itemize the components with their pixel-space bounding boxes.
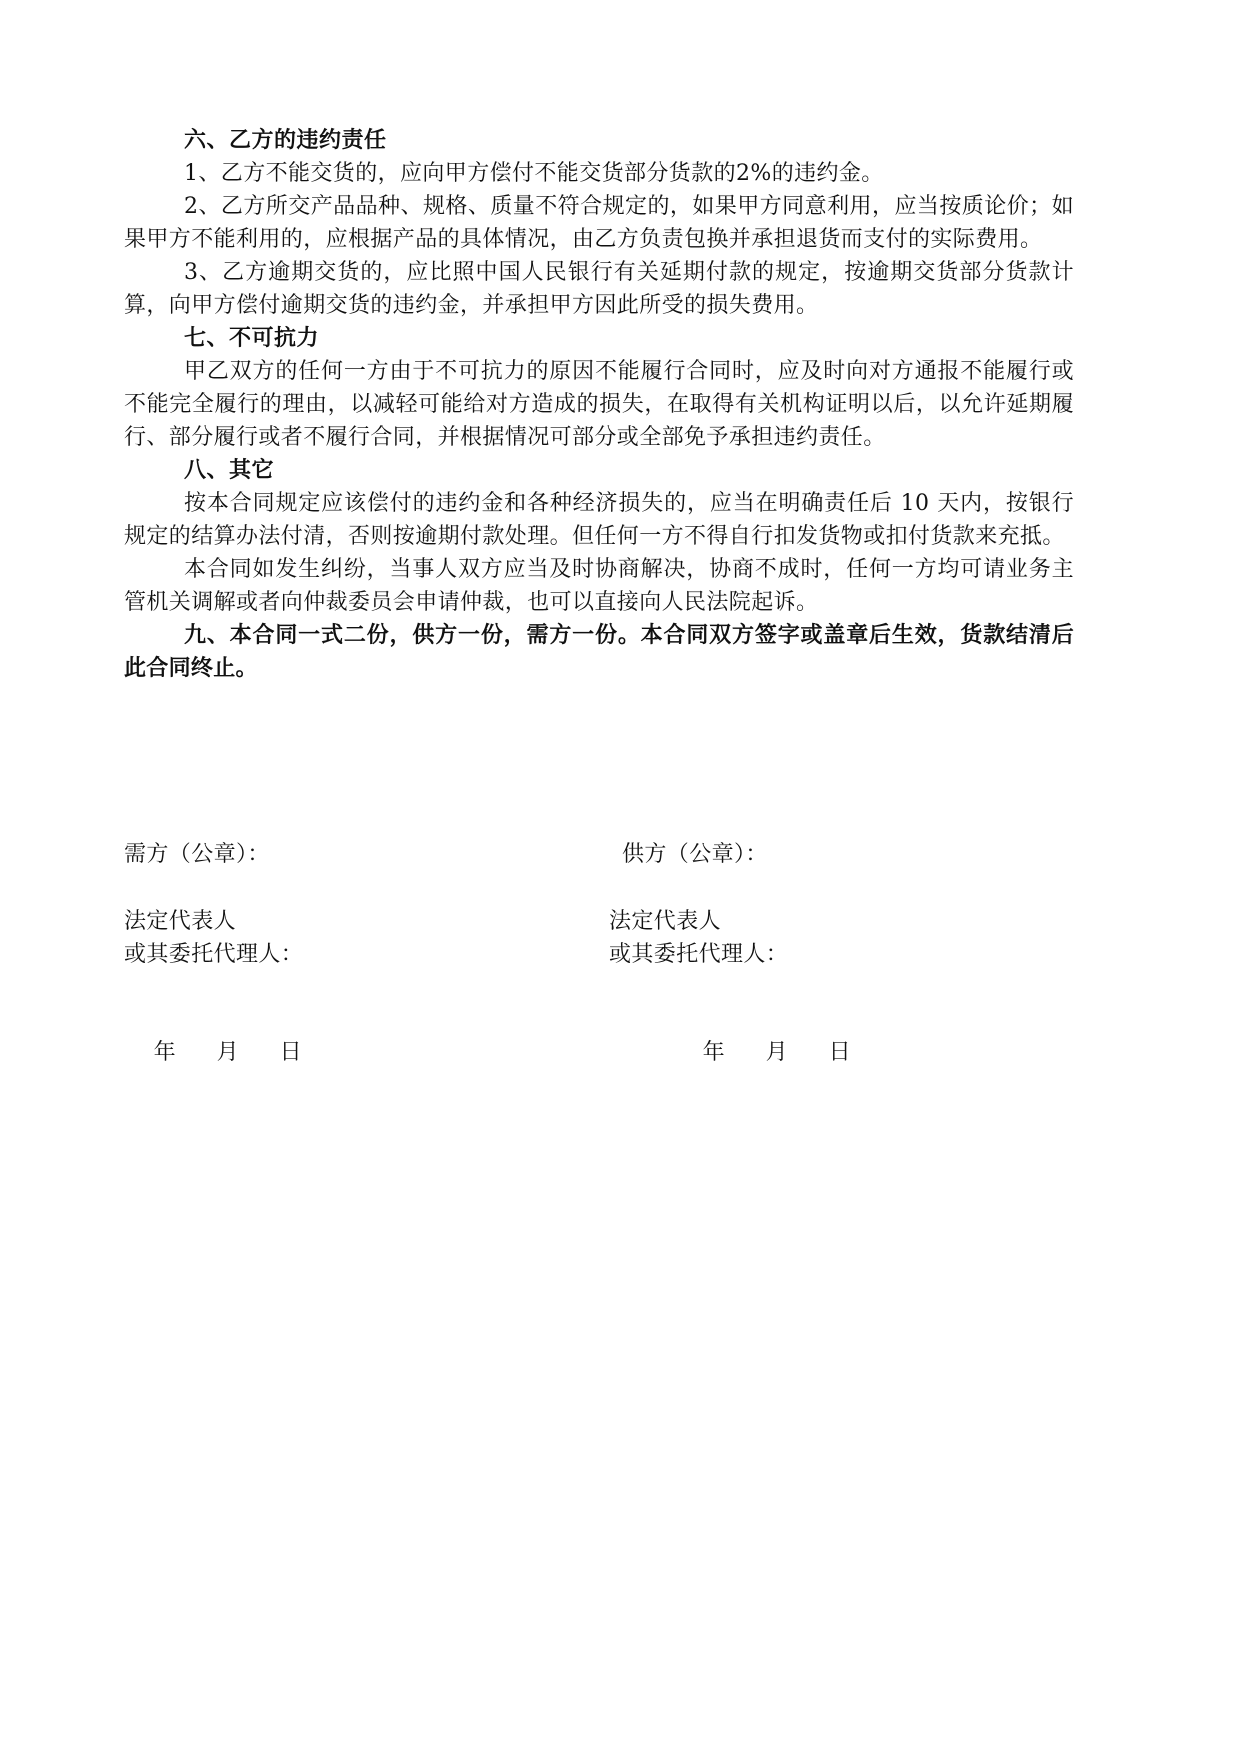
section9-clause: 九、本合同一式二份，供方一份，需方一份。本合同双方签字或盖章后生效，货款结清后此合同终止。 <box>124 623 1074 681</box>
buyer-date-year: 年 <box>153 1040 176 1065</box>
section8-clause-2: 本合同如发生纠纷，当事人双方应当及时协商解决，协商不成时，任何一方均可请业务主管机关调解或者向仲裁委员会申请仲裁，也可以直接向人民法院起诉。 <box>124 557 1074 615</box>
section7-heading: 七、不可抗力 <box>184 326 320 351</box>
section7-clause-1: 甲乙双方的任何一方由于不可抗力的原因不能履行合同时，应及时向对方通报不能履行或不能完全履行的理由，以减轻可能给对方造成的损失，在取得有关机构证明以后，以允许延期履行、部分履行或者不履行合同，并根据情况可部分或全部免予承担违约责任。 <box>124 359 1074 450</box>
section8-heading: 八、其它 <box>184 458 275 483</box>
supplier-date-day: 日 <box>828 1040 851 1065</box>
supplier-date-line <box>673 1003 851 1102</box>
supplier-date-month: 月 <box>765 1040 788 1065</box>
buyer-agent-label: 或其委托代理人： <box>124 942 304 967</box>
contract-body <box>124 124 1074 685</box>
buyer-seal-label: 需方（公章）： <box>124 842 270 867</box>
buyer-rep-label: 法定代表人 <box>124 909 237 934</box>
section6-clause-1: 1、乙方不能交货的，应向甲方偿付不能交货部分货款的2%的违约金。 <box>184 161 884 186</box>
section6-heading: 六、乙方的违约责任 <box>184 128 387 153</box>
section6-clause-3: 3、乙方逾期交货的，应比照中国人民银行有关延期付款的规定，按逾期交货部分货款计算，向甲方偿付逾期交货的违约金，并承担甲方因此所受的损失费用。 <box>124 260 1074 318</box>
buyer-date-month: 月 <box>216 1040 239 1065</box>
section6-clause-2: 2、乙方所交产品品种、规格、质量不符合规定的，如果甲方同意利用，应当按质论价；如果甲方不能利用的，应根据产品的具体情况，由乙方负责包换并承担退货而支付的实际费用。 <box>124 194 1074 252</box>
supplier-agent-label: 或其委托代理人： <box>609 942 789 967</box>
buyer-date-line <box>124 1003 302 1102</box>
supplier-rep-label: 法定代表人 <box>609 909 722 934</box>
supplier-seal-label: 供方（公章）： <box>622 842 768 867</box>
buyer-date-day: 日 <box>279 1040 302 1065</box>
supplier-date-year: 年 <box>702 1040 725 1065</box>
section8-clause-1: 按本合同规定应该偿付的违约金和各种经济损失的，应当在明确责任后 10 天内，按银行规定的结算办法付清，否则按逾期付款处理。但任何一方不得自行扣发货物或扣付货款来充抵。 <box>124 491 1074 549</box>
